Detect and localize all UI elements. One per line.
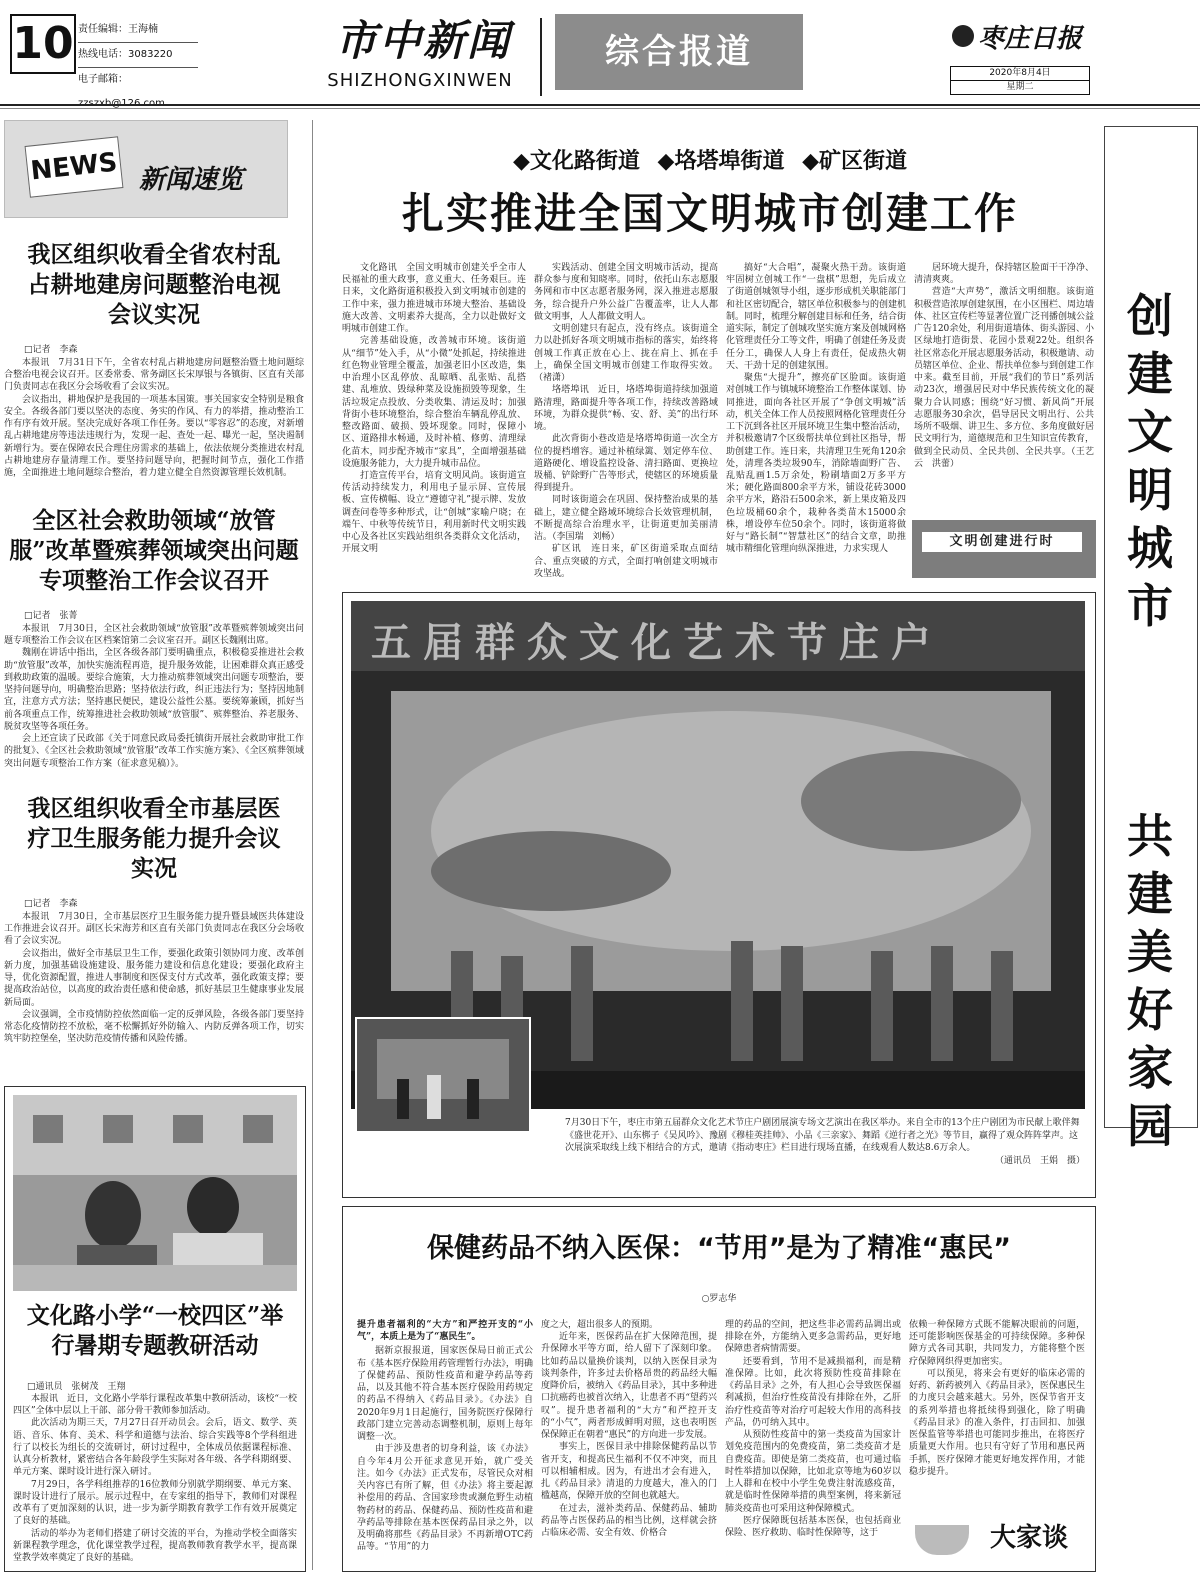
article-byline: □记者 张菁 [24, 611, 78, 621]
paragraph: 理的药品的空间，把这些非必需药品调出或排除在外，方能纳入更多急需药品，更好地保障患者病情需要。 [725, 1320, 901, 1355]
paragraph: 近年来，医保药品在扩大保障范围，提升保障水平等方面，给人留下了深刻印象。比如药品以量换价谈判，以纳入医保目录为谈判条件，许多过去价格昂贵的药品经大幅度降价后，被纳入《药品目录》，其中多种进口抗癌药也被首次纳入，让患者不再“望药兴叹”。提升患者福利的“大方”和严控开支的“小气”，两者形成鲜明对照，这也表明医保保障正在朝着“惠民”的方向进一步发展。 [541, 1332, 717, 1441]
brand-title: 市中新闻 [334, 16, 511, 65]
article-headline: 全区社会救助领域“放管服”改革暨殡葬领域突出问题专项整治工作会议召开 [9, 507, 299, 594]
paragraph: 文化路讯 全国文明城市创建关乎全市人民福祉的重大政事，意义重大、任务艰巨。连日来，文化路街道积极投入到文明城市创建的工作中来，强力推进城市环境大整治、基础设施大改善、文明素养大提高，全力以赴做好文明城市创建工作。 [342, 263, 526, 335]
paragraph: 据新京报报道，国家医保局日前正式公布《基本医疗保险用药管理暂行办法》，明确了保健药品、预防性疫苗和避孕药品等药品，以及其他不符合基本医疗保险用药规定的药品不得纳入《药品目录》。《办法》自2020年9月1日起施行，国务院医疗保障行政部门建立完善动态调整机制，原则上每年调整一次。 [357, 1346, 533, 1443]
commentary-headline: 保健药品不纳入医保：“节用”是为了精准“惠民” [427, 1233, 1011, 1264]
paragraph: 搞好“大合唱”，凝聚火热干劲。该街道牢固树立创城工作“一盘棋”思想，先后成立了街道创城领导小组，逐步形成机关职能部门和社区密切配合，辖区单位积极参与的创建机制。同时，梳理分解创建目标和任务，结合街道实际，制定了创城攻坚实施方案及创城网格化管理责任分工等文件，明确了创建任务及责任分工，确保人人身上有责任，促成热火朝天、干劲十足的创建氛围。 [726, 263, 906, 371]
main-photo-box [342, 592, 1096, 1198]
paragraph: 完善基础设施，改善城市环境。该街道从“细节”处入手，从“小微”处抓起，持续推进红色物业管理全覆盖，加强老旧小区改造，集中治理小区乱停放、乱晾晒、乱张贴、乱搭建、乱堆放、毁绿种菜及设施损毁等现象，生活垃圾定点投放、分类收集、清运及时；加强背街小巷环境整治，综合整治车辆乱停乱放、整改路面、破损、毁坏现象。同时，保障小区、道路排水畅通，及时补植、修剪、清理绿化苗木，同步配齐城市“家具”，全面增强基础设施服务能力，大力提升城市品位。 [342, 336, 526, 469]
teachers-photo [13, 1095, 297, 1291]
kicker-item: ◆矿区街道 [802, 148, 908, 174]
school-article-box [4, 1086, 306, 1572]
paragraph: 从预防性疫苗中的第一类疫苗为国家计划免疫范围内的免费疫苗，第二类疫苗才是自费疫苗。即使是第二类疫苗，也可通过临时性举措加以保障，比如北京等地为60岁以上人群和在校中小学生免费注射流感疫苗，就是临时性保障举措的典型案例，将来新冠肺炎疫苗也可采用这种保障模式。 [725, 1430, 901, 1514]
article-body [13, 1393, 297, 1565]
paragraph: 会上还宣读了民政部《关于同意民政局委托镇街开展社会救助审批工作的批复》、《全区社会救助领域“放管服”改革工作实施方案》、《全区殡葬领域突出问题专项整治工作方案（征求意见稿）》。 [4, 734, 304, 769]
article-primary-healthcare [4, 794, 304, 1071]
paragraph: 会议指出，做好全市基层卫生工作，要强化政策引领协同力度、改革创新力度，加强基础设施建设、服务能力建设和信息化建设；要强化政府主导，优化资源配置，推进人事制度和医保支付方式改革，强化政策支撑；要提高政治站位，以高度的政治责任感和使命感，抓好基层卫生健康事业发展新局面。 [4, 948, 304, 1008]
slogan-line-1: 创建文明城市 [1127, 289, 1173, 633]
brand-pinyin: SHIZHONGXINWEN [327, 70, 513, 91]
paragraph: 本报讯 7月31日下午，全省农村乱占耕地建房问题整治暨土地问题综合整治电视会议召开。区委常委、常务副区长宋厚银与各镇街、区直有关部门负责同志在我区分会场收看了会议实况。 [4, 358, 304, 393]
paragraph: 垎塔埠讯 近日，垎塔埠街道持续加强道路清理，路面提升等各项工作，持续改善路域环境，为群众提供“畅、安、舒、美”的出行环境。 [534, 385, 718, 433]
teacup-icon [915, 1525, 969, 1555]
article-byline: □通讯员 张树茂 王翔 [27, 1382, 126, 1392]
paragraph: 还要看到，节用不是减损福利，而是精准保障。比如，此次将预防性疫苗排除在《药品目录》之外，有人担心会导致医保福利减损，但治疗性疫苗没有排除在外，乙肝治疗性疫苗等对治疗可起较大作用的高科技产品，仍可纳入其中。 [725, 1356, 901, 1428]
article-body [4, 623, 304, 769]
feature-column-1 [342, 262, 526, 588]
paragraph: 本报讯 7月30日，全市基层医疗卫生服务能力提升暨县域医共体建设工作推进会议召开。副区长宋海芳和区直有关部门负责同志在我区分会场收看了会议实况。 [4, 912, 304, 947]
editor-line: 责任编辑：王海楠 [78, 18, 198, 43]
left-column-divider [312, 120, 313, 1570]
masthead-divider [540, 18, 542, 96]
paragraph: 7月29日，各学科组推荐的16位教师分别就学期纲要、单元方案、课时设计进行了展示。展示过程中，在专家组的指导下，教师们对课程改革有了更加深刻的认识，进一步为新学期教育教学工作有效开展奠定了良好的基础。 [13, 1479, 297, 1527]
stage-banner-text: 五届群众文化艺术节庄户 [371, 620, 943, 666]
article-farmland [4, 240, 304, 489]
paragraph: 事实上，医保目录中排除保健药品以节省开支，和提高民生福利不仅不冲突，而且可以相辅相成。因为，有进出才会有进入，扎《药品目录》清退的力度越大，准入的门槛越高，保障开放的空间也就越大。 [541, 1442, 717, 1502]
news-brief-label: 新闻速览 [139, 165, 244, 195]
news-brief-header [4, 120, 288, 218]
commentary-lede: 提升患者福利的“大方”和严控开支的“小气”，本质上是为了“惠民生”。 [357, 1320, 533, 1343]
article-body [4, 911, 304, 1071]
commentary-column-4 [909, 1319, 1085, 1497]
opera-inset-photo [355, 1017, 531, 1133]
paper-logo-icon [952, 25, 974, 47]
email-line: 电子邮箱： [78, 74, 128, 85]
section-banner: 综合报道 [555, 14, 803, 90]
paragraph: 魏刚在讲话中指出，全区各级各部门要明确重点，积极稳妥推进社会救助“放管服”改革，加快实施流程再造，提升服务效能，让困难群众真正感受到救助政策的温暖。要综合施策，大力推动殡葬领域突出问题专项整治，要坚持问题导向，明确整治思路；坚持依法行政，纠正违法行为；坚持因地制宜，注意方式方法；坚持惠民便民，建设公益性公墓。要统筹兼顾，抓好当前各项重点工作，统筹推进社会救助领域“放管服”、殡葬整治、养老服务、脱贫攻坚等各项任务。 [4, 648, 304, 732]
kicker-item: ◆垎塔埠街道 [657, 148, 785, 174]
issue-date: 2020年8月4日 [951, 67, 1089, 81]
paragraph: 医疗保障既包括基本医保，也包括商业保险、医疗救助、临时性保障等，这于 [725, 1515, 901, 1538]
opera-inset-art [357, 1019, 529, 1131]
commentary-badge-label: 大家谈 [989, 1523, 1068, 1553]
paragraph: 本报讯 7月30日，全区社会救助领域“放管服”改革暨殡葬领域突出问题专项整治工作会议在区档案馆第二会议室召开。副区长魏刚出席。 [4, 624, 304, 647]
article-body [4, 357, 304, 489]
feature-headline: 扎实推进全国文明城市创建工作 [401, 189, 1018, 238]
paragraph: 居环境大提升，保持辖区脸面干干净净、清清爽爽。 [914, 263, 1094, 286]
paragraph: 度之大，超出很多人的预期。 [541, 1320, 659, 1330]
commentary-box [342, 1206, 1096, 1572]
paragraph: 文明创建只有起点，没有终点。该街道全力以赴抓好各项文明城市指标的落实，始终将创城工作真正放在心上、拢在肩上、抓在手上，确保全国文明城市创建工作取得实效。（褚潇） [534, 324, 718, 384]
column-badge-label: 文明创建进行时 [922, 532, 1082, 552]
article-headline: 我区组织收看全市基层医疗卫生服务能力提升会议实况 [27, 795, 281, 882]
issue-weekday: 星期二 [1006, 82, 1034, 92]
article-headline: 我区组织收看全省农村乱占耕地建房问题整治电视会议实况 [27, 241, 281, 328]
commentary-column-3 [725, 1319, 901, 1563]
feature-column-3 [726, 262, 906, 588]
paragraph: 同时该街道会在巩固、保持整治成果的基础上，建立健全路域环境综合长效管理机制，不断提高综合治理水平，让街道更加美丽清洁。（李国瑞 刘畅） [534, 495, 718, 543]
article-social-assistance [4, 506, 304, 769]
feature-kicker [330, 144, 1090, 175]
teachers-photo-art [13, 1095, 297, 1291]
paragraph: 在过去，滋补类药品、保健药品、辅助药品等占医保药品的相当比例，这样就会挤占临床必需、安全有效、价格合 [541, 1503, 717, 1538]
civilization-column-badge [912, 520, 1096, 578]
feature-column-4 [914, 262, 1094, 512]
vertical-slogan-banner [1104, 126, 1198, 1153]
paragraph: 打造宣传平台，培育文明风尚。该街道宣传活动持续发力，利用电子显示屏、宣传展板、宣传横幅、设立“遵德守礼”提示牌、发放调查问卷等多种形式，让“创城”家喻户晓；在端午、中秋等传统节日，利用新时代文明实践中心及各社区实践站组织各类群众文化活动，开展文明 [342, 470, 526, 555]
commentary-column-1 [357, 1319, 533, 1563]
paragraph: 会议指出，耕地保护是我国的一项基本国策。事关国家安全特别是粮食安全。各级各部门要以坚决的态度、务实的作风、有力的举措，推动整治工作有序有效开展。坚决完成好各项工作任务。要以“零容忍”的态度，对新增乱占耕地建房等违法违规行为，发现一起、查处一起、曝光一起，坚决遏制新增行为。要在保障农民合理住房需求的基础上，依法依规分类推进农村乱占耕地建房存量清理工作。要坚持问题导向，把握时间节点，强化工作措施，全面推进土地问题综合整治，着力建立健全自然资源管理长效机制。 [4, 394, 304, 479]
paragraph: 可以预见，将来会有更好的临床必需的好药、新药被列入《药品目录》，医保惠民生的力度只会越来越大。另外，医保节省开支的系列举措也将抵续得到强化，除了明确《药品目录》的准入条件，打击回扣、加强医保监管等举措也可能同步推出，在将医疗质量更大作用。也只有守好了节用和惠民两手抓，医疗保障才能更好地发挥作用，才能稳步提升。 [909, 1368, 1085, 1477]
commentary-column-2 [541, 1319, 717, 1563]
paper-name: 枣庄日报 [978, 24, 1083, 54]
kicker-item: ◆文化路街道 [512, 148, 640, 174]
masthead-rule [0, 104, 1200, 106]
paragraph: 矿区讯 连日来，矿区街道采取点面结合、重点突破的方式，全面打响创建文明城市攻坚战。 [534, 544, 718, 579]
article-headline: 文化路小学“一校四区”举行暑期专题教研活动 [26, 1302, 284, 1359]
paragraph: 依赖一种保障方式既不能解决眼前的问题，还可能影响医保基金的可持续保障。多种保障方式各司其职，共同发力，方能将整个医疗保障网织得更加密实。 [909, 1320, 1085, 1367]
slogan-line-2: 共建美好家园 [1127, 809, 1173, 1153]
paragraph: 会议强调，全市疫情防控依然面临一定的反弹风险，各级各部门要坚持常态化疫情防控不放松，毫不松懈抓好外防输入、内防反弹各项工作，切实筑牢防控堡垒，坚决防范疫情传播和风险传播。 [4, 1009, 304, 1045]
masthead [0, 0, 1200, 120]
commentary-badge [915, 1505, 1087, 1563]
masthead-rule-thin [0, 108, 1200, 109]
paragraph: 聚焦“大提升”，擦亮矿区脸面。该街道对创城工作与镇城环境整治工作整体谋划、协同推进，面向各社区开展了“争创文明城”活动，机关全体工作人员按照网格化管理责任分工下沉到各社区开展环境卫生集中整治活动，并积极邀请7个区级帮扶单位到社区指导，帮助创建工作。连日来，共清理卫生死角120余处，清理各类垃圾90车，消除墙面野广告、乱贴乱画1.5万余处，粉刷墙面2万多平方米；硬化路面800余平方米，铺设花砖3000余平方米，路沿石500余米，新上果皮箱及四色垃圾桶60余个，栽种各类苗木15000余株，增设停车位50余个。同时，该街道将做好与“路长制”“智慧社区”的结合文章，助推城市精细化管理向纵深推进，力求实现人 [726, 373, 906, 555]
page-number: 10 [10, 14, 76, 74]
paragraph: 此次背街小巷改造是垎塔埠街道一次全方位的提档增容。通过补植绿篱、划定停车位、道路硬化、增设监控设备、清扫路面、更换垃圾桶、铲除野广告等形式，使辖区的环境质量得到提升。 [534, 434, 718, 494]
paragraph: 活动的举办为老师们搭建了研讨交流的平台，为推动学校全面落实新课程教学理念，优化课堂教学过程，提高教师教育教学水平，提高课堂教学效率奠定了良好的基础。 [13, 1528, 297, 1564]
paragraph: 此次活动为期三天，7月27日召开动员会。会后，语文、数学、英语、音乐、体育、美术、科学和道德与法治、综合实践等8个学科组进行了以校长为组长的交流研讨，研讨过程中，全体成员依据课程标准、认真分析教材，紧密结合各年龄段学生实际对各年级、各学科期纲要、单元方案、课时设计进行深入研讨。 [13, 1418, 297, 1478]
caption-text: 7月30日下午，枣庄市第五届群众文化艺术节庄户剧团展演专场文艺演出在我区举办。来自全市的13个庄户剧团为市民献上歌伴舞《盛世花开》、山东梆子《吴风吟》、豫剧《穆桂英挂帅》、小品《三亲家》、舞蹈《逆行者之光》等节目，赢得了观众阵阵掌声。这次展演采取线上线下相结合的方式，邀请《指动枣庄》栏目进行现场直播，在线观看人数达8.6万余人。 [565, 1118, 1080, 1154]
paragraph: 本报讯 近日，文化路小学举行课程改革集中教研活动，该校“一校四区”全体中层以上干部、部分骨干教师参加活动。 [13, 1394, 297, 1417]
paragraph: 营造“大声势”，激活文明细胞。该街道积极营造浓厚创建氛围，在小区围栏、周边墙体、社区宣传栏等显著位置广泛刊播创城公益广告120余处，利用街道墙体、街头游园、小区绿地打造街景、花园小景观22处。组织各社区常态化开展志愿服务活动，积极邀请、动员辖区单位、企业、帮扶单位参与到创建工作中来。截至目前，开展“我们的节日”系列活动23次，增强居民对中华民族传统文化的凝聚力合认同感；围绕“好习惯、新风尚”开展志愿服务30余次，倡导居民文明出行、公共场所不吸烟、讲卫生、多方位、多角度做好居民文明行为，道德规范和卫生知识宣传教育，做到全民动员、全民共创、全民共享。（王艺云 洪蕾） [914, 287, 1094, 469]
news-badge: NEWS [25, 136, 124, 198]
paragraph: 实践活动、创建全国文明城市活动，提高群众参与度和知晓率。同时，依托山东志愿服务网和市中区志愿者服务网，深入推进志愿服务，综合提升户外公益广告覆盖率，让人人都做文明事，人人都做文明人。 [534, 263, 718, 322]
commentary-author: ○罗志华 [701, 1294, 737, 1304]
hotline-line: 热线电话：3083220 [78, 43, 198, 68]
article-byline: □记者 李森 [24, 345, 78, 355]
article-byline: □记者 李森 [24, 899, 78, 909]
photo-caption [565, 1117, 1085, 1189]
photo-credit: （通讯员 王娟 摄） [994, 1155, 1085, 1166]
feature-column-2 [534, 262, 718, 588]
paragraph: 由于涉及患者的切身利益，该《办法》自今年4月公开征求意见开始，就广受关注。如今《办法》正式发布，尽管民众对相关内容已有所了解，但《办法》将主要起源补偿用的药品、含国家珍贵或濒危野生动植物药材的药品、保健药品、预防性疫苗和避孕药品等排除在基本医保药品目录之外，以及明确将那些《药品目录》不再新增OTC药品等。“节用”的力 [357, 1444, 533, 1553]
